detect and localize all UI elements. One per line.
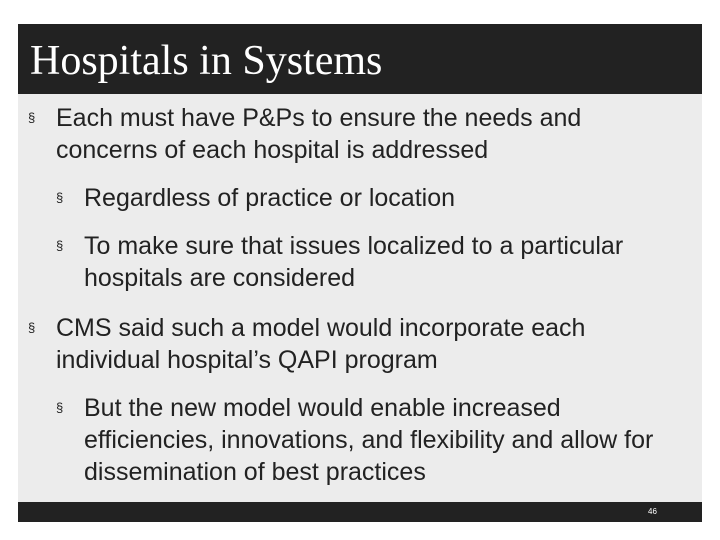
- bullet-level2-item: [56, 182, 696, 214]
- bullet-text: Regardless of practice or location: [84, 184, 456, 212]
- slide: [18, 24, 702, 522]
- slide-title: Hospitals in Systems: [30, 38, 383, 84]
- bullet-text: Each must have P&Ps to ensure the needs and concerns of each hospital is addressed: [56, 104, 582, 164]
- square-bullet-icon: §: [28, 110, 36, 125]
- bullet-level1-item: [28, 312, 688, 376]
- title-bar: [18, 24, 702, 94]
- bullet-level1-item: [28, 102, 688, 166]
- square-bullet-icon: §: [56, 400, 64, 415]
- square-bullet-icon: §: [28, 320, 36, 335]
- slide-number: 46: [648, 507, 657, 516]
- bullet-text: To make sure that issues localized to a particular hospitals are considered: [84, 232, 624, 292]
- bullet-level2-item: [56, 392, 696, 488]
- bullet-level2-item: [56, 230, 696, 294]
- square-bullet-icon: §: [56, 238, 64, 253]
- square-bullet-icon: §: [56, 190, 64, 205]
- footer-bar: [18, 502, 702, 522]
- bullet-text: CMS said such a model would incorporate each individual hospital’s QAPI program: [56, 314, 586, 374]
- bullet-text: But the new model would enable increased efficiencies, innovations, and flexibility and allow for dissemination of best practices: [84, 394, 654, 486]
